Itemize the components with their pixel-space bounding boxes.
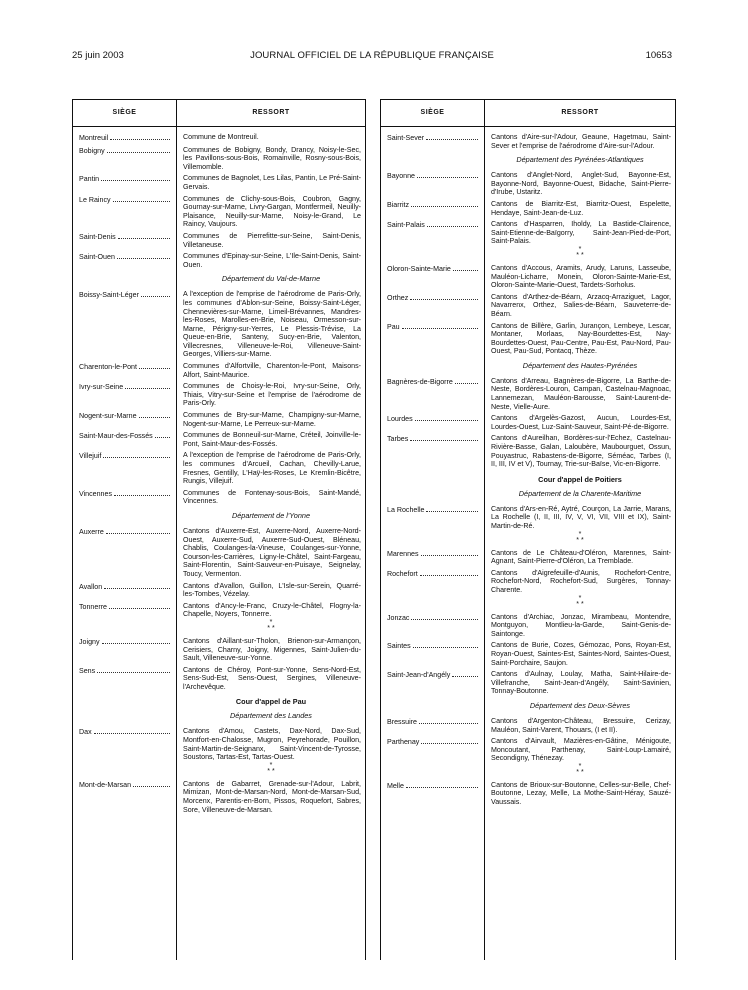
dot-leader bbox=[114, 489, 170, 496]
ressort-cell: Cantons d'Aigrefeuille-d'Aunis, Rochefort-Centre, Rochefort-Nord, Rochefort-Sud, Surgères, Tonnay-Charente. bbox=[491, 568, 671, 594]
table-row bbox=[73, 230, 365, 249]
siege-name: Orthez bbox=[387, 293, 409, 302]
dot-leader bbox=[455, 377, 478, 384]
dot-leader bbox=[139, 411, 170, 418]
ressort-cell: Cantons d'Aire-sur-l'Adour, Geaune, Hagetmau, Saint-Sever et l'emprise de l'aérodrome d'Aire-sur-l'Adour. bbox=[491, 133, 671, 150]
siege-cell bbox=[73, 172, 176, 191]
table-row bbox=[381, 432, 675, 468]
table-row bbox=[73, 144, 365, 172]
dot-leader bbox=[406, 781, 478, 788]
section-separator bbox=[177, 697, 365, 706]
siege-name: Melle bbox=[387, 781, 404, 790]
table-row bbox=[73, 580, 365, 599]
siege-name: Saint-Ouen bbox=[79, 253, 115, 262]
ressort-cell: Cantons d'Archiac, Jonzac, Mirambeau, Montendre, Montguyon, Montlieu-la-Garde, Saint-Genis-de-Saintonge. bbox=[491, 612, 671, 638]
separator-stars: * * * bbox=[576, 530, 584, 544]
siege-cell bbox=[73, 380, 176, 408]
ressort-cell: Cantons de Chéroy, Pont-sur-Yonne, Sens-Nord-Est, Sens-Sud-Est, Sens-Ouest, Sergines, Villeneuve-l'Archevêque. bbox=[183, 665, 361, 691]
table-row bbox=[73, 725, 365, 761]
siege-name: Montreuil bbox=[79, 134, 109, 142]
section-separator bbox=[485, 764, 675, 776]
court-heading: Cour d'appel de Poitiers bbox=[538, 474, 622, 484]
left-rows bbox=[73, 131, 365, 815]
department-heading: Département de l'Yonne bbox=[231, 510, 311, 520]
ressort-cell: Communes d'Epinay-sur-Seine, L'Ile-Saint-Denis, Saint-Ouen. bbox=[183, 252, 361, 269]
ressort-cell: Cantons de Brioux-sur-Boutonne, Celles-sur-Belle, Chef-Boutonne, Lezay, Melle, La Mothe-Saint-Héray, Sauzé-Vaussais. bbox=[491, 780, 671, 807]
ressort-cell: Communes de Bonneuil-sur-Marne, Créteil, Joinville-le-Pont, Saint-Maur-des-Fossés. bbox=[183, 431, 361, 448]
siege-name: Bressuire bbox=[387, 717, 417, 726]
siege-name: Nogent-sur-Marne bbox=[79, 412, 137, 421]
dot-leader bbox=[453, 264, 478, 271]
ressort-cell: Communes de Fontenay-sous-Bois, Saint-Mandé, Vincennes. bbox=[183, 488, 361, 506]
ressort-cell: Cantons d'Amou, Castets, Dax-Nord, Dax-Sud, Montfort-en-Chalosse, Mugron, Peyrehorade, Pouillon, Saint-Martin-de-Seignanx, Saint-Vincent-de-Tyrosse, Soustons, Tartas-Est, Tartas-Ouest. bbox=[183, 727, 361, 762]
table-row bbox=[381, 198, 675, 217]
ressort-cell: Cantons d'Airvault, Mazières-en-Gâtine, Ménigoute, Moncoutant, Parthenay, Saint-Loup-Lamairé, Secondigny, Thénezay. bbox=[491, 737, 671, 763]
ressort-cell: Cantons d'Argenton-Château, Bressuire, Cerizay, Mauléon, Saint-Varent, Thouars, (I et II). bbox=[491, 716, 671, 734]
dot-leader bbox=[102, 637, 170, 644]
dot-leader bbox=[97, 666, 170, 673]
siege-cell bbox=[381, 567, 484, 595]
siege-name: Bagnères-de-Bigorre bbox=[387, 377, 453, 386]
dot-leader bbox=[103, 451, 170, 458]
section-separator bbox=[177, 511, 365, 520]
column-header-ressort: RESSORT bbox=[252, 109, 290, 116]
siege-cell bbox=[73, 360, 176, 379]
siege-cell bbox=[381, 169, 484, 197]
dot-leader bbox=[417, 171, 478, 178]
siege-cell bbox=[73, 525, 176, 579]
table-row bbox=[73, 635, 365, 663]
table-row bbox=[73, 288, 365, 359]
dot-leader bbox=[411, 200, 478, 207]
issue-date: 25 juin 2003 bbox=[72, 50, 124, 61]
column-header-siege: SIÈGE bbox=[112, 109, 137, 116]
siege-name: Bayonne bbox=[387, 172, 416, 181]
dot-leader bbox=[411, 613, 478, 620]
siege-name: Pau bbox=[387, 322, 400, 331]
right-rows bbox=[381, 131, 675, 808]
section-separator bbox=[485, 475, 675, 484]
siege-cell bbox=[73, 250, 176, 269]
ressort-cell: Cantons d'Ancy-le-Franc, Cruzy-le-Châtel, Flogny-la-Chapelle, Noyers, Tonnerre. bbox=[183, 601, 361, 619]
siege-name: Saint-Denis bbox=[79, 232, 116, 241]
section-separator bbox=[485, 247, 675, 259]
table-row bbox=[381, 262, 675, 290]
siege-name: Oloron-Sainte-Marie bbox=[387, 264, 451, 273]
siege-name: Vincennes bbox=[79, 489, 112, 498]
dot-leader bbox=[104, 582, 170, 589]
dot-leader bbox=[410, 293, 478, 300]
siege-cell bbox=[73, 409, 176, 428]
separator-stars: * * * bbox=[576, 762, 584, 776]
column-header-ressort: RESSORT bbox=[561, 109, 599, 116]
siege-cell bbox=[381, 668, 484, 696]
table-row bbox=[73, 193, 365, 229]
siege-name: Parthenay bbox=[387, 738, 420, 747]
table-row bbox=[381, 611, 675, 639]
dot-leader bbox=[452, 670, 478, 677]
siege-name: Le Raincy bbox=[79, 195, 111, 204]
column-header-siege: SIÈGE bbox=[420, 109, 445, 116]
table-row bbox=[381, 668, 675, 696]
dot-leader bbox=[106, 527, 170, 534]
siege-cell bbox=[73, 487, 176, 506]
dot-leader bbox=[109, 602, 170, 609]
department-heading: Département des Landes bbox=[230, 711, 312, 721]
ressort-cell: Cantons de Gabarret, Grenade-sur-l'Adour, Labrit, Mimizan, Mont-de-Marsan-Nord, Mont-de-Marsan-Sud, Morcenx, Parentis-en-Born, Pissos, Roquefort, Sabres, Sore, Villeneuve-de-Marsan. bbox=[183, 779, 361, 814]
dot-leader bbox=[118, 232, 170, 239]
siege-cell bbox=[73, 725, 176, 761]
table-row bbox=[73, 250, 365, 269]
dot-leader bbox=[139, 362, 170, 369]
ressort-cell: A l'exception de l'emprise de l'aérodrome de Paris-Orly, les communes d'Arcueil, Cachan, Chevilly-Larue, Fresnes, Gentilly, L'Haÿ-les-Roses, Le Kremlin-Bicêtre, Rungis, Villejuif. bbox=[183, 451, 361, 486]
siege-name: Mont-de-Marsan bbox=[79, 780, 132, 789]
siege-name: Saint-Jean-d'Angély bbox=[387, 671, 451, 680]
siege-cell bbox=[73, 131, 176, 143]
siege-cell bbox=[73, 288, 176, 359]
table-row bbox=[73, 360, 365, 379]
dot-leader bbox=[117, 252, 170, 259]
dot-leader bbox=[420, 569, 478, 576]
dot-leader bbox=[101, 174, 170, 181]
ressort-cell: Cantons d'Arreau, Bagnères-de-Bigorre, La Barthe-de-Neste, Bordères-Louron, Campan, Castelnau-Magnoac, Lannemezan, Mauléon-Barousse, Saint-Laurent-de-Neste, Vielle-Aure. bbox=[491, 376, 671, 411]
dot-leader bbox=[107, 146, 170, 153]
siege-name: La Rochelle bbox=[387, 505, 425, 514]
ressort-cell: Cantons d'Aureilhan, Bordères-sur-l'Echez, Castelnau-Rivière-Basse, Galan, Laloubère, Maubourguet, Ossun, Pouyastruc, Rabastens-de-Bigorre, Séméac, Tarbes (I, II, III, IV et V), Tournay, Trie-sur-Baïse, Vic-en-Bigorre. bbox=[491, 434, 671, 469]
ressort-cell: Cantons d'Hasparren, Iholdy, La Bastide-Clairence, Saint-Etienne-de-Baïgorry, Saint-Jean-Pied-de-Port, Saint-Palais. bbox=[491, 220, 671, 246]
table-header bbox=[73, 100, 365, 127]
separator-stars: * * * bbox=[576, 594, 584, 608]
siege-cell bbox=[73, 449, 176, 485]
siege-cell bbox=[381, 611, 484, 639]
siege-name: Avallon bbox=[79, 582, 103, 591]
dot-leader bbox=[133, 780, 170, 787]
siege-name: Charenton-le-Pont bbox=[79, 363, 137, 372]
left-table bbox=[72, 99, 366, 960]
siege-cell bbox=[73, 580, 176, 599]
section-separator bbox=[485, 361, 675, 370]
table-row bbox=[381, 218, 675, 246]
table-row bbox=[73, 429, 365, 448]
siege-name: Pantin bbox=[79, 175, 100, 184]
section-separator bbox=[177, 620, 365, 632]
table-row bbox=[73, 409, 365, 428]
siege-name: Auxerre bbox=[79, 527, 104, 536]
siege-cell bbox=[381, 547, 484, 566]
dot-leader bbox=[421, 737, 478, 744]
siege-cell bbox=[381, 218, 484, 246]
siege-name: Bobigny bbox=[79, 146, 105, 155]
siege-cell bbox=[381, 639, 484, 667]
journal-title: JOURNAL OFFICIEL DE LA RÉPUBLIQUE FRANÇAISE bbox=[250, 50, 494, 61]
siege-cell bbox=[381, 375, 484, 411]
siege-cell bbox=[73, 600, 176, 619]
section-separator bbox=[177, 763, 365, 775]
table-row bbox=[73, 380, 365, 408]
ressort-cell: Communes de Bry-sur-Marne, Champigny-sur-Marne, Nogent-sur-Marne, Le Perreux-sur-Marne. bbox=[183, 411, 361, 428]
dot-leader bbox=[155, 431, 170, 438]
section-separator bbox=[177, 711, 365, 720]
dot-leader bbox=[426, 505, 478, 512]
ressort-cell: Communes de Pierrefitte-sur-Seine, Saint-Denis, Villetaneuse. bbox=[183, 231, 361, 249]
siege-name: Boissy-Saint-Léger bbox=[79, 291, 139, 300]
table-row bbox=[73, 131, 365, 143]
dot-leader bbox=[402, 322, 478, 329]
ressort-cell: Communes de Choisy-le-Roi, Ivry-sur-Seine, Orly, Thiais, Vitry-sur-Seine et l'emprise de l'aérodrome de Paris-Orly. bbox=[183, 382, 361, 408]
dot-leader bbox=[141, 290, 170, 297]
page-header bbox=[72, 50, 672, 64]
siege-cell bbox=[73, 230, 176, 249]
dot-leader bbox=[125, 382, 170, 389]
siege-cell bbox=[73, 429, 176, 448]
ressort-cell: Cantons d'Avallon, Guillon, L'Isle-sur-Serein, Quarré-les-Tombes, Vézelay. bbox=[183, 581, 361, 599]
dot-leader bbox=[110, 133, 170, 140]
siege-cell bbox=[73, 193, 176, 229]
siege-name: Saint-Sever bbox=[387, 134, 425, 142]
ressort-cell: Cantons d'Arthez-de-Béarn, Arzacq-Arraziguet, Lagor, Navarrenx, Orthez, Salies-de-Béarn, Sauveterre-de-Béarn. bbox=[491, 292, 671, 318]
dot-leader bbox=[419, 717, 478, 724]
table-row bbox=[381, 375, 675, 411]
siege-cell bbox=[381, 412, 484, 431]
table-header bbox=[381, 100, 675, 127]
table-row bbox=[381, 291, 675, 319]
siege-cell bbox=[381, 432, 484, 468]
department-heading: Département des Deux-Sèvres bbox=[529, 700, 631, 710]
siege-cell bbox=[381, 198, 484, 217]
table-row bbox=[381, 412, 675, 431]
siege-cell bbox=[73, 778, 176, 814]
ressort-cell: Communes de Clichy-sous-Bois, Coubron, Gagny, Gournay-sur-Marne, Livry-Gargan, Montfermeil, Neuilly-Plaisance, Neuilly-sur-Marne, Noisy-le-Grand, Le Raincy, Vaujours. bbox=[183, 194, 361, 229]
ressort-cell: Cantons d'Auxerre-Est, Auxerre-Nord, Auxerre-Nord-Ouest, Auxerre-Sud, Auxerre-Sud-Ouest, Bléneau, Chablis, Coulanges-la-Vineuse, Coulanges-sur-Yonne, Courson-les-Carrières, Ligny-le-Châtel, Saint-Fargeau, Saint-Florentin, Saint-Sauveur-en-Puisaye, Seignelay, Toucy, Vermenton. bbox=[183, 526, 361, 578]
table-row bbox=[381, 735, 675, 763]
siege-cell bbox=[73, 664, 176, 692]
table-row bbox=[381, 567, 675, 595]
siege-name: Saintes bbox=[387, 642, 411, 651]
table-row bbox=[73, 449, 365, 485]
separator-stars: * * * bbox=[267, 618, 275, 632]
siege-name: Saint-Palais bbox=[387, 221, 425, 230]
siege-name: Villejuif bbox=[79, 452, 102, 461]
ressort-cell: Communes de Bagnolet, Les Lilas, Pantin, Le Pré-Saint-Gervais. bbox=[183, 174, 361, 191]
siege-name: Rochefort bbox=[387, 569, 418, 578]
table-row bbox=[73, 487, 365, 506]
dot-leader bbox=[113, 195, 170, 202]
table-row bbox=[73, 600, 365, 619]
table-row bbox=[73, 172, 365, 191]
dot-leader bbox=[413, 641, 478, 648]
dot-leader bbox=[426, 133, 478, 140]
ressort-cell: Cantons d'Aulnay, Loulay, Matha, Saint-Hilaire-de-Villefranche, Saint-Jean-d'Angély, Saint-Savinien, Tonnay-Boutonne. bbox=[491, 670, 671, 696]
siege-cell bbox=[73, 635, 176, 663]
ressort-cell: Communes d'Alfortville, Charenton-le-Pont, Maisons-Alfort, Saint-Maurice. bbox=[183, 362, 361, 379]
department-heading: Département du Val-de-Marne bbox=[221, 274, 321, 284]
siege-name: Jonzac bbox=[387, 613, 410, 622]
ressort-cell: Cantons d'Anglet-Nord, Anglet-Sud, Bayonne-Est, Bayonne-Nord, Bayonne-Ouest, Bidache, Saint-Pierre-d'Irube, Ustaritz. bbox=[491, 171, 671, 197]
ressort-cell: Cantons de Billère, Garlin, Jurançon, Lembeye, Lescar, Montaner, Morlaas, Nay-Bourdettes-Est, Nay-Bourdettes-Ouest, Pau-Centre, Pau-Est, Pau-Nord, Pau-Ouest, Pau-Sud, Pontacq, Thèze. bbox=[491, 321, 671, 356]
ressort-cell: Cantons d'Ars-en-Ré, Aytré, Courçon, La Jarrie, Marans, La Rochelle (I, II, III, IV, V, VI, VII, VIII et IX), Saint-Martin-de-Ré. bbox=[491, 504, 671, 530]
table-row bbox=[73, 664, 365, 692]
dot-leader bbox=[94, 727, 170, 734]
siege-name: Sens bbox=[79, 666, 96, 675]
department-heading: Département des Hautes-Pyrénées bbox=[522, 360, 638, 370]
table-row bbox=[73, 525, 365, 579]
siege-name: Tonnerre bbox=[79, 602, 107, 611]
section-separator bbox=[485, 701, 675, 710]
department-heading: Département des Pyrénées-Atlantiques bbox=[516, 155, 644, 165]
table-row bbox=[381, 639, 675, 667]
ressort-cell: Cantons d'Accous, Aramits, Arudy, Laruns, Lasseube, Mauléon-Licharre, Monein, Oloron-Sainte-Marie-Est, Oloron-Sainte-Marie-Ouest, Tardets-Sorholus. bbox=[491, 263, 671, 290]
table-row bbox=[381, 169, 675, 197]
ressort-cell: A l'exception de l'emprise de l'aérodrome de Paris-Orly, les communes d'Ablon-sur-Seine, Boissy-Saint-Léger, Chennevières-sur-Marne, Limeil-Brévannes, Mandres-les-Roses, Marolles-en-Brie, Noiseau, Ormesson-sur-Marne, Périgny-sur-Yerres, Le Plessis-Trévise, La Queue-en-Brie, Santeny, Sucy-en-Brie, Valenton, Villecresnes, Villeneuve-le-Roi, Villeneuve-Saint-Georges, Villiers-sur-Marne. bbox=[183, 290, 361, 359]
ressort-cell: Cantons d'Argelès-Gazost, Aucun, Lourdes-Est, Lourdes-Ouest, Luz-Saint-Sauveur, Saint-Pé-de-Bigorre. bbox=[491, 414, 671, 431]
siege-cell bbox=[381, 503, 484, 531]
siege-name: Tarbes bbox=[387, 435, 409, 444]
separator-stars: * * * bbox=[576, 245, 584, 259]
section-separator bbox=[485, 596, 675, 608]
siege-name: Lourdes bbox=[387, 415, 413, 424]
siege-cell bbox=[381, 779, 484, 807]
ressort-cell: Cantons de Le Château-d'Oléron, Marennes, Saint-Agnant, Saint-Pierre-d'Oléron, La Tremblade. bbox=[491, 548, 671, 566]
section-separator bbox=[177, 274, 365, 283]
siege-cell bbox=[381, 131, 484, 150]
section-separator bbox=[485, 489, 675, 498]
siege-cell bbox=[381, 715, 484, 734]
table-row bbox=[381, 715, 675, 734]
table-row bbox=[73, 778, 365, 814]
siege-cell bbox=[381, 262, 484, 290]
page-number: 10653 bbox=[645, 50, 672, 61]
ressort-cell: Commune de Montreuil. bbox=[183, 133, 259, 141]
section-separator bbox=[485, 155, 675, 164]
dot-leader bbox=[410, 434, 478, 441]
siege-name: Marennes bbox=[387, 549, 419, 558]
dot-leader bbox=[427, 220, 478, 227]
section-separator bbox=[485, 532, 675, 544]
table-row bbox=[381, 547, 675, 566]
siege-cell bbox=[381, 320, 484, 356]
ressort-cell: Cantons de Burie, Cozes, Gémozac, Pons, Royan-Est, Royan-Ouest, Saintes-Est, Saintes-Nord, Saintes-Ouest, Saint-Porchaire, Saujon. bbox=[491, 641, 671, 667]
table-row bbox=[381, 503, 675, 531]
siege-cell bbox=[73, 144, 176, 172]
court-heading: Cour d'appel de Pau bbox=[235, 697, 307, 707]
siege-cell bbox=[381, 291, 484, 319]
ressort-cell: Cantons d'Aillant-sur-Tholon, Brienon-sur-Armançon, Cerisiers, Charny, Joigny, Migennes, Saint-Julien-du-Sault, Villeneuve-sur-Yonne. bbox=[183, 636, 361, 663]
dot-leader bbox=[421, 549, 478, 556]
siege-cell bbox=[381, 735, 484, 763]
siege-name: Biarritz bbox=[387, 200, 410, 209]
table-row bbox=[381, 320, 675, 356]
ressort-cell: Cantons de Biarritz-Est, Biarritz-Ouest, Espelette, Hendaye, Saint-Jean-de-Luz. bbox=[491, 199, 671, 217]
table-row bbox=[381, 779, 675, 807]
table-row bbox=[381, 131, 675, 150]
ressort-cell: Communes de Bobigny, Bondy, Drancy, Noisy-le-Sec, les Pavillons-sous-Bois, Romainville, Rosny-sous-Bois, Villemomble. bbox=[183, 145, 361, 171]
siege-name: Dax bbox=[79, 728, 92, 737]
siege-name: Ivry-sur-Seine bbox=[79, 383, 124, 392]
separator-stars: * * * bbox=[267, 761, 275, 775]
siege-name: Saint-Maur-des-Fossés bbox=[79, 432, 153, 441]
siege-name: Joigny bbox=[79, 637, 100, 646]
dot-leader bbox=[415, 414, 478, 421]
department-heading: Département de la Charente-Maritime bbox=[518, 488, 642, 498]
right-table bbox=[380, 99, 676, 960]
